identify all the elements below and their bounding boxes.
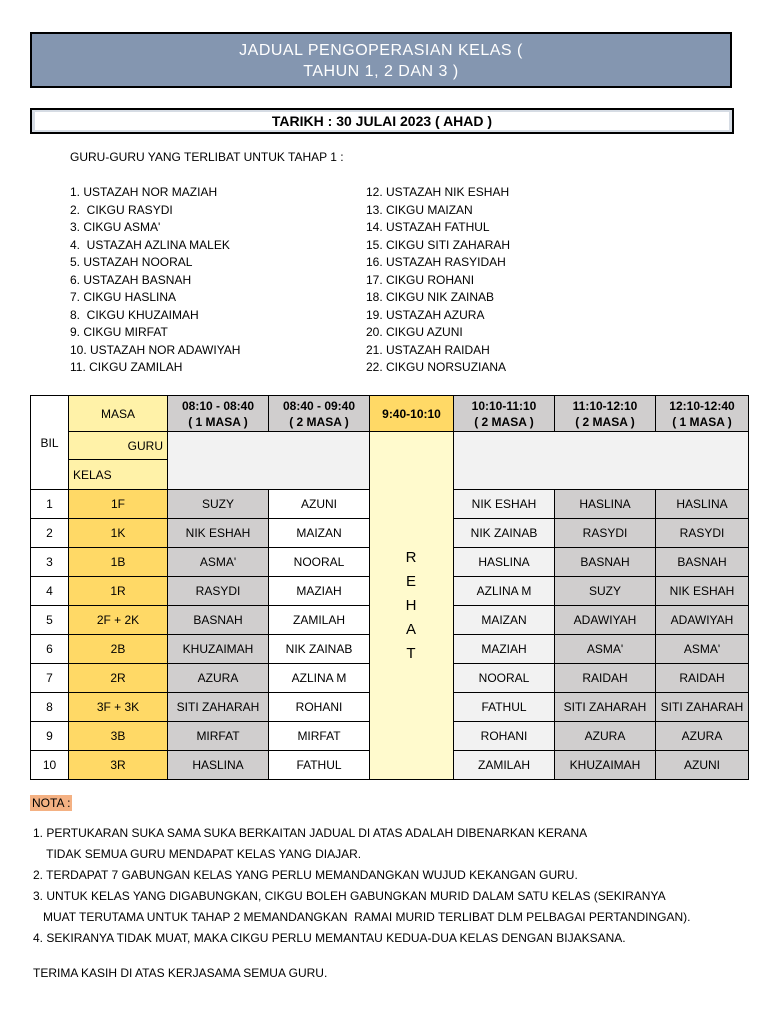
teacher-cell: RASYDI — [168, 577, 269, 606]
teacher-item: 7. CIKGU HASLINA — [70, 290, 177, 304]
teacher-item: 20. CIKGU AZUNI — [366, 325, 463, 339]
teacher-cell: NIK ZAINAB — [454, 519, 555, 548]
nota-line: MUAT TERUTAMA UNTUK TAHAP 2 MEMANDANGKAN RAMAI MURID TERLIBAT DLM PELBAGAI PERTANDINGAN). — [33, 910, 691, 924]
teacher-cell: RAIDAH — [656, 664, 749, 693]
teacher-item: 17. CIKGU ROHANI — [366, 272, 475, 287]
teacher-item: 2. CIKGU RASYDI — [70, 202, 173, 217]
bil-cell: 2 — [31, 519, 69, 548]
teacher-item: 16. USTAZAH RASYIDAH — [366, 255, 506, 269]
teacher-item: 18. CIKGU NIK ZAINAB — [366, 290, 495, 304]
nota-line: 3. UNTUK KELAS YANG DIGABUNGKAN, CIKGU BOLEH GABUNGKAN MURID DALAM SATU KELAS (SEKIRANYA — [33, 889, 666, 903]
bil-cell: 10 — [31, 751, 69, 780]
teacher-cell: NOORAL — [269, 548, 370, 577]
teacher-item: 21. USTAZAH RAIDAH — [366, 342, 490, 357]
kelas-cell: 2F + 2K — [69, 606, 168, 635]
date-text: TARIKH : 30 JULAI 2023 ( AHAD ) — [35, 112, 729, 130]
guru-header: GURU — [69, 432, 168, 460]
teacher-cell: AZLINA M — [454, 577, 555, 606]
teacher-cell: ZAMILAH — [454, 751, 555, 780]
teacher-item: 22. CIKGU NORSUZIANA — [366, 360, 507, 374]
teacher-item: 1. USTAZAH NOR MAZIAH — [70, 185, 218, 199]
teacher-cell: MIRFAT — [269, 722, 370, 751]
bil-cell: 1 — [31, 490, 69, 519]
header-blank — [168, 432, 370, 490]
teacher-cell: RASYDI — [555, 519, 656, 548]
teacher-list-right — [366, 184, 510, 377]
teacher-cell: ASMA' — [168, 548, 269, 577]
teachers-heading: GURU-GURU YANG TERLIBAT UNTUK TAHAP 1 : — [70, 150, 344, 164]
kelas-cell: 3F + 3K — [69, 693, 168, 722]
time-slot-header: 08:40 - 09:40 ( 2 MASA ) — [269, 396, 370, 432]
teacher-cell: NIK ESHAH — [454, 490, 555, 519]
teacher-cell: MIRFAT — [168, 722, 269, 751]
teacher-item: 14. USTAZAH FATHUL — [366, 220, 490, 234]
kelas-header: KELAS — [69, 460, 168, 490]
time-slot-header: 08:10 - 08:40 ( 1 MASA ) — [168, 396, 269, 432]
teacher-cell: ASMA' — [656, 635, 749, 664]
bil-cell: 4 — [31, 577, 69, 606]
document-title — [30, 32, 732, 88]
rehat-column — [370, 432, 454, 780]
time-slot-header: 11:10-12:10 ( 2 MASA ) — [555, 396, 656, 432]
teacher-cell: MAIZAN — [269, 519, 370, 548]
teacher-item: 19. USTAZAH AZURA — [366, 307, 485, 322]
teacher-cell: MAIZAN — [454, 606, 555, 635]
teacher-cell: AZUNI — [656, 751, 749, 780]
teacher-cell: BASNAH — [168, 606, 269, 635]
teacher-cell: ADAWIYAH — [656, 606, 749, 635]
teacher-cell: FATHUL — [269, 751, 370, 780]
title-line-2: TAHUN 1, 2 DAN 3 ) — [303, 63, 459, 80]
nota-list — [33, 823, 690, 949]
kelas-cell: 3R — [69, 751, 168, 780]
teacher-cell: NOORAL — [454, 664, 555, 693]
teacher-cell: ZAMILAH — [269, 606, 370, 635]
bil-cell: 5 — [31, 606, 69, 635]
masa-header: MASA — [69, 396, 168, 432]
teacher-cell: SITI ZAHARAH — [555, 693, 656, 722]
nota-label: NOTA : — [32, 796, 71, 810]
teacher-item: 15. CIKGU SITI ZAHARAH — [366, 237, 511, 252]
teacher-cell: HASLINA — [555, 490, 656, 519]
teacher-cell: RAIDAH — [555, 664, 656, 693]
kelas-cell: 2B — [69, 635, 168, 664]
teacher-cell: KHUZAIMAH — [555, 751, 656, 780]
teacher-cell: AZUNI — [269, 490, 370, 519]
teacher-item: 6. USTAZAH BASNAH — [70, 272, 192, 287]
teacher-item: 13. CIKGU MAIZAN — [366, 202, 473, 217]
teacher-list-left — [70, 184, 240, 377]
thanks-text: TERIMA KASIH DI ATAS KERJASAMA SEMUA GURU. — [33, 966, 328, 980]
teacher-cell: AZLINA M — [269, 664, 370, 693]
teacher-cell: SUZY — [555, 577, 656, 606]
teacher-item: 12. USTAZAH NIK ESHAH — [366, 185, 510, 199]
kelas-cell: 3B — [69, 722, 168, 751]
rehat-label: R E H A T — [405, 548, 418, 662]
schedule-table — [30, 395, 749, 780]
teacher-cell: BASNAH — [555, 548, 656, 577]
nota-line: TIDAK SEMUA GURU MENDAPAT KELAS YANG DIAJAR. — [33, 847, 362, 861]
time-slot-header: 10:10-11:10 ( 2 MASA ) — [454, 396, 555, 432]
teacher-cell: AZURA — [168, 664, 269, 693]
kelas-cell: 1F — [69, 490, 168, 519]
rehat-time-header: 9:40-10:10 — [370, 396, 454, 432]
teacher-cell: AZURA — [555, 722, 656, 751]
header-row — [31, 396, 749, 432]
teacher-item: 8. CIKGU KHUZAIMAH — [70, 307, 199, 322]
teacher-cell: MAZIAH — [269, 577, 370, 606]
nota-line: 1. PERTUKARAN SUKA SAMA SUKA BERKAITAN JADUAL DI ATAS ADALAH DIBENARKAN KERANA — [33, 826, 588, 840]
teacher-item: 9. CIKGU MIRFAT — [70, 325, 168, 339]
teacher-cell: HASLINA — [454, 548, 555, 577]
teacher-cell: NIK ZAINAB — [269, 635, 370, 664]
teacher-item: 3. CIKGU ASMA' — [70, 220, 161, 234]
teacher-item: 5. USTAZAH NOORAL — [70, 255, 193, 269]
teacher-cell: BASNAH — [656, 548, 749, 577]
teacher-cell: SITI ZAHARAH — [656, 693, 749, 722]
header-blank — [454, 432, 749, 490]
bil-cell: 8 — [31, 693, 69, 722]
teacher-item: 4. USTAZAH AZLINA MALEK — [70, 237, 230, 252]
title-line-1: JADUAL PENGOPERASIAN KELAS ( — [239, 42, 523, 59]
teacher-cell: HASLINA — [656, 490, 749, 519]
bil-cell: 7 — [31, 664, 69, 693]
teacher-cell: ASMA' — [555, 635, 656, 664]
bil-cell: 9 — [31, 722, 69, 751]
kelas-cell: 2R — [69, 664, 168, 693]
nota-line: 2. TERDAPAT 7 GABUNGAN KELAS YANG PERLU MEMANDANGKAN WUJUD KEKANGAN GURU. — [33, 868, 578, 882]
bil-cell: 3 — [31, 548, 69, 577]
teacher-cell: ADAWIYAH — [555, 606, 656, 635]
teacher-cell: NIK ESHAH — [656, 577, 749, 606]
teacher-cell: ROHANI — [454, 722, 555, 751]
kelas-cell: 1B — [69, 548, 168, 577]
kelas-cell: 1R — [69, 577, 168, 606]
teacher-cell: NIK ESHAH — [168, 519, 269, 548]
teacher-item: 11. CIKGU ZAMILAH — [70, 360, 183, 374]
time-slot-header: 12:10-12:40 ( 1 MASA ) — [656, 396, 749, 432]
teacher-cell: KHUZAIMAH — [168, 635, 269, 664]
teacher-cell: RASYDI — [656, 519, 749, 548]
teacher-cell: HASLINA — [168, 751, 269, 780]
teacher-cell: AZURA — [656, 722, 749, 751]
date-box — [30, 108, 734, 134]
kelas-cell: 1K — [69, 519, 168, 548]
nota-line: 4. SEKIRANYA TIDAK MUAT, MAKA CIKGU PERLU MEMANTAU KEDUA-DUA KELAS DENGAN BIJAKSANA. — [33, 931, 626, 945]
bil-cell: 6 — [31, 635, 69, 664]
teacher-cell: MAZIAH — [454, 635, 555, 664]
teacher-item: 10. USTAZAH NOR ADAWIYAH — [70, 342, 241, 357]
teacher-cell: SITI ZAHARAH — [168, 693, 269, 722]
teacher-cell: FATHUL — [454, 693, 555, 722]
bil-header: BIL — [31, 396, 69, 490]
teacher-cell: ROHANI — [269, 693, 370, 722]
teacher-cell: SUZY — [168, 490, 269, 519]
